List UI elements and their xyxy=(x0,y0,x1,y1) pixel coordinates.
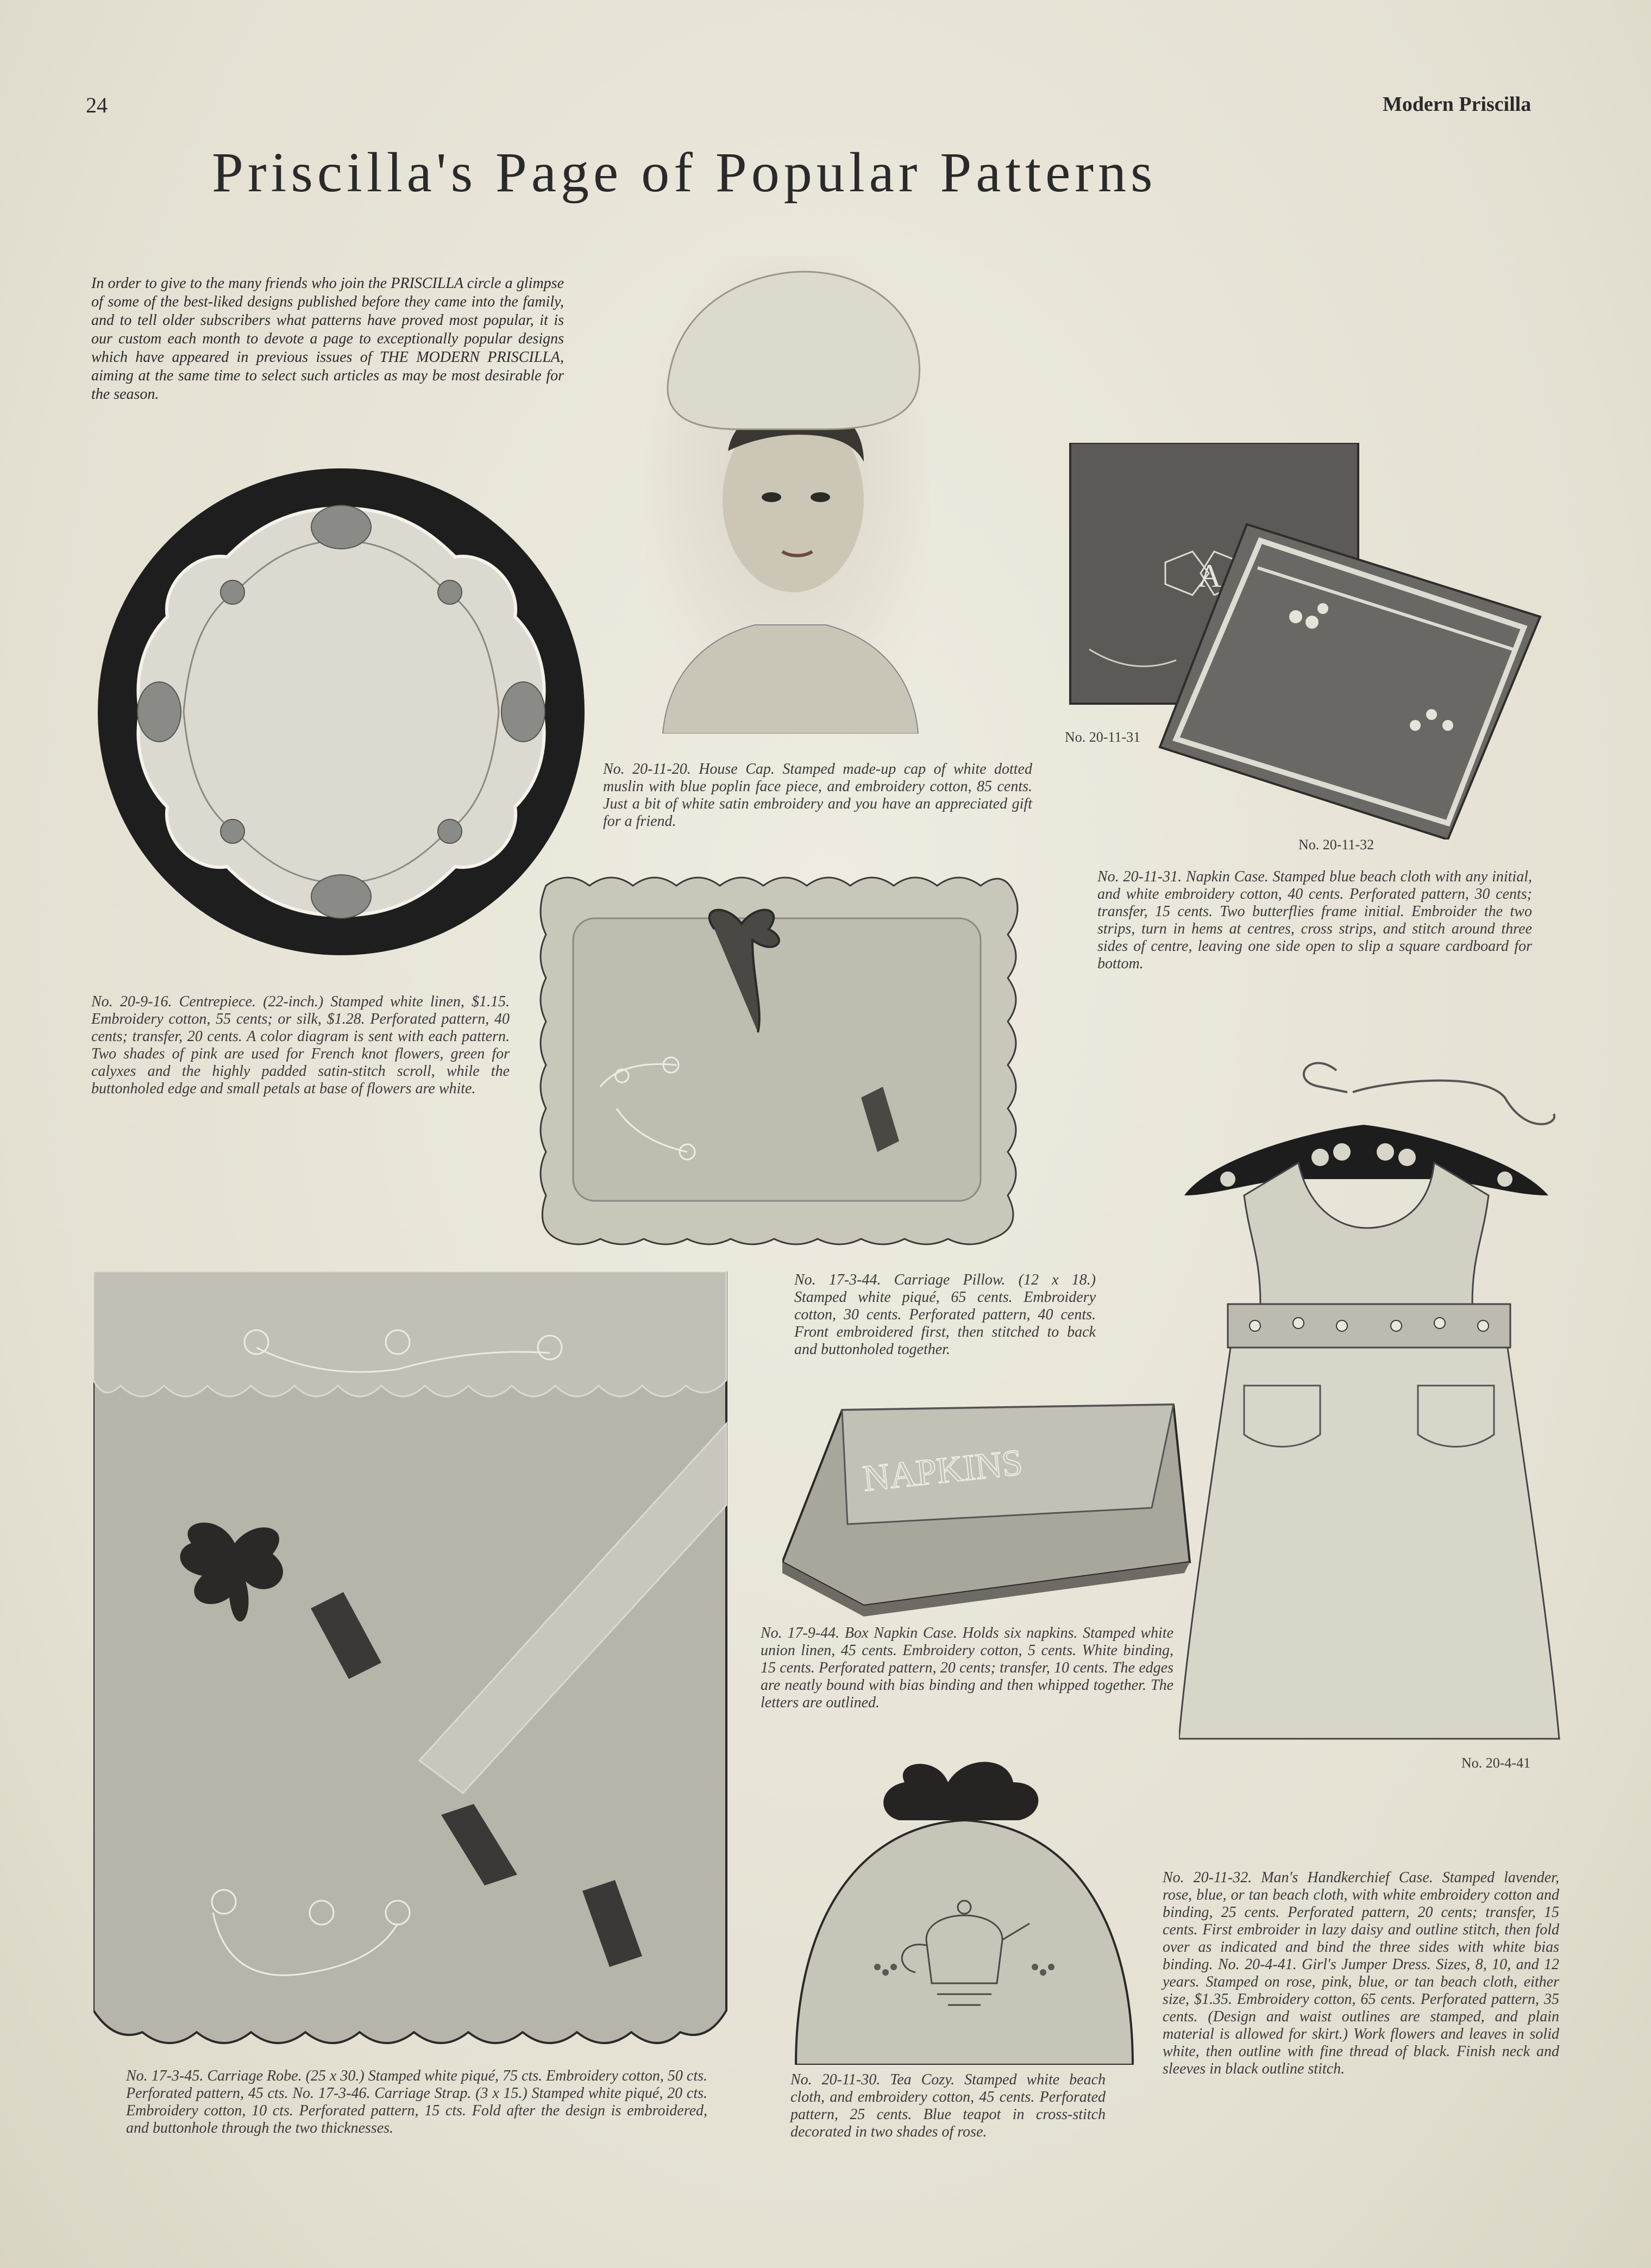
napkin-cases-photo xyxy=(1068,443,1546,839)
carriage-pillow-photo xyxy=(535,869,1024,1250)
label-napkin-case-a: No. 20-11-31 xyxy=(1065,729,1141,745)
caption-carriage-pillow: No. 17-3-44. Carriage Pillow. (12 x 18.) Stamped white piqué, 65 cents. Embroidery cotton, 30 cents. Perforated pattern, 40 cents. Front embroidered first, then stitched to back and buttonholed together. xyxy=(794,1271,1096,1358)
label-dress: No. 20-4-41 xyxy=(1461,1755,1531,1771)
caption-centrepiece: No. 20-9-16. Centrepiece. (22-inch.) Stamped white linen, $1.15. Embroidery cotton, 55 cents; or silk, $1.28. Perforated pattern, 40 cents; transfer, 20 cents. A color diagram is sent with each pattern. Two shades of pink are used for French knot flowers, green for calyxes and the highly padded satin-stitch scroll, while the buttonholed edge and small petals at base of flowers are white. xyxy=(91,993,510,1097)
label-napkin-case-b: No. 20-11-32 xyxy=(1298,837,1374,853)
page-title: Priscilla's Page of Popular Patterns xyxy=(212,141,1157,204)
intro-paragraph: In order to give to the many friends who join the PRISCILLA circle a glimpse of some of the best-liked designs published before they came into the family, and to tell older subscribers what patterns have proved most popular, it is our custom each month to devote a page to exceptionally popular designs which have appeared in previous issues of THE MODERN PRISCILLA, aiming at the same time to select such articles as may be most desirable for the season. xyxy=(91,275,564,403)
caption-box-napkin-case: No. 17-9-44. Box Napkin Case. Holds six napkins. Stamped white union linen, 45 cents. Embroidery cotton, 5 cents. White binding, 15 cents. Perforated pattern, 20 cents; transfer, 10 cents. The edges are neatly bound with bias binding and then whipped together. The letters are outlined. xyxy=(761,1625,1173,1711)
box-lettering: NAPKINS xyxy=(861,1441,1025,1499)
jumper-dress-drawing xyxy=(1179,1049,1603,1750)
box-napkin-case-photo xyxy=(782,1399,1195,1617)
svg-text:A: A xyxy=(1198,558,1222,594)
house-cap-portrait xyxy=(646,255,929,734)
caption-napkin-case: No. 20-11-31. Napkin Case. Stamped blue beach cloth with any initial, and white embroidery cotton, 40 cents. Perforated pattern, 30 cents; transfer, 15 cents. Two butterflies frame initial. Embroider the two strips, turn in hems at centres, cross strips, and stitch around three sides of centre, leaving one side open to slip a square cardboard for bottom. xyxy=(1097,868,1532,972)
caption-carriage-robe: No. 17-3-45. Carriage Robe. (25 x 30.) Stamped white piqué, 75 cts. Embroidery cotton, 50 cts. Perforated pattern, 45 cts. No. 17-3-46. Carriage Strap. (3 x 15.) Stamped white piqué, 20 cts. Embroidery cotton, 10 cts. Perforated pattern, 15 cts. Fold after the design is embroidered, and buttonhole through the two thicknesses. xyxy=(126,2067,707,2137)
caption-tea-cozy: No. 20-11-30. Tea Cozy. Stamped white beach cloth, and embroidery cotton, 45 cents. Perforated pattern, 25 cents. Blue teapot in cross-stitch decorated in two shades of rose. xyxy=(790,2071,1106,2140)
centrepiece-photo xyxy=(97,465,586,959)
carriage-robe-photo xyxy=(93,1271,729,2065)
tea-cozy-photo xyxy=(790,1760,1138,2065)
running-title: Modern Priscilla xyxy=(1383,93,1531,116)
caption-house-cap: No. 20-11-20. House Cap. Stamped made-up cap of white dotted muslin with blue poplin face piece, and embroidery cotton, 85 cents. Just a bit of white satin embroidery and you have an appreciated gift for a friend. xyxy=(603,761,1032,830)
caption-handkerchief-case-and-dress: No. 20-11-32. Man's Handkerchief Case. Stamped lavender, rose, blue, or tan beach cloth, with white embroidery cotton and binding, 25 cents. Perforated pattern, 20 cents; transfer, 15 cents. First embroider in lazy daisy and outline stitch, then fold over as indicated and bind the three sides with white bias binding. No. 20-4-41. Girl's Jumper Dress. Sizes, 8, 10, and 12 years. Stamped on rose, pink, blue, or tan beach cloth, either size, $1.35. Embroidery cotton, 65 cents. Perforated pattern, 35 cents. (Design and waist outlines are stamped, and plain material is allowed for skirt.) Work flowers and leaves in solid white, then outline with fine thread of black. Finish neck and sleeves in black outline stitch. xyxy=(1163,1869,1559,2077)
page-number: 24 xyxy=(86,93,108,117)
